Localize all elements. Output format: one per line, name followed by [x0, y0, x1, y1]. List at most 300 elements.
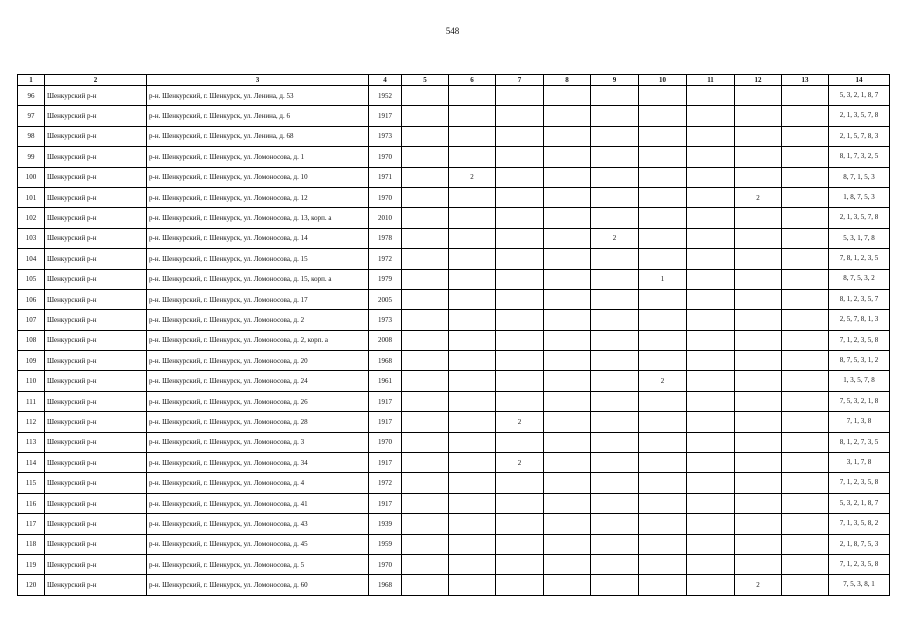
table-cell: [782, 228, 829, 248]
table-cell: [449, 208, 496, 228]
table-cell: р-н. Шенкурский, г. Шенкурск, ул. Ломоносова, д. 24: [147, 371, 369, 391]
table-cell: 1, 3, 5, 7, 8: [829, 371, 890, 391]
table-cell: [544, 371, 591, 391]
table-cell: [402, 371, 449, 391]
table-cell: [402, 86, 449, 106]
table-cell: [402, 310, 449, 330]
table-cell: [687, 310, 735, 330]
table-cell: р-н. Шенкурский, г. Шенкурск, ул. Ломоносова, д. 28: [147, 412, 369, 432]
table-cell: [591, 473, 639, 493]
table-cell: [782, 514, 829, 534]
table-cell: [496, 493, 544, 513]
table-cell: 7, 5, 3, 2, 1, 8: [829, 391, 890, 411]
table-cell: р-н. Шенкурский, г. Шенкурск, ул. Ленина, д. 68: [147, 126, 369, 146]
table-cell: р-н. Шенкурский, г. Шенкурск, ул. Ломоносова, д. 15, корп. а: [147, 269, 369, 289]
table-cell: [687, 351, 735, 371]
table-cell: Шенкурский р-н: [45, 534, 147, 554]
table-row: [18, 289, 890, 309]
table-cell: [496, 514, 544, 534]
table-cell: [687, 86, 735, 106]
table-cell: [449, 126, 496, 146]
table-cell: [782, 554, 829, 574]
table-cell: [687, 493, 735, 513]
table-row: [18, 126, 890, 146]
table-cell: 1939: [369, 514, 402, 534]
table-cell: [639, 106, 687, 126]
table-cell: [544, 126, 591, 146]
table-cell: Шенкурский р-н: [45, 86, 147, 106]
table-cell: р-н. Шенкурский, г. Шенкурск, ул. Ломоносова, д. 5: [147, 554, 369, 574]
table-cell: [402, 249, 449, 269]
table-cell: 1952: [369, 86, 402, 106]
table-cell: [591, 371, 639, 391]
table-cell: Шенкурский р-н: [45, 126, 147, 146]
table-row: [18, 147, 890, 167]
table-cell: 5, 3, 2, 1, 8, 7: [829, 86, 890, 106]
table-cell: р-н. Шенкурский, г. Шенкурск, ул. Ломоносова, д. 43: [147, 514, 369, 534]
table-cell: [735, 432, 782, 452]
table-cell: Шенкурский р-н: [45, 554, 147, 574]
table-cell: [544, 554, 591, 574]
table-cell: [496, 351, 544, 371]
table-cell: [402, 473, 449, 493]
table-cell: 1972: [369, 473, 402, 493]
table-cell: [591, 534, 639, 554]
table-cell: 100: [18, 167, 45, 187]
table-cell: 118: [18, 534, 45, 554]
table-cell: 101: [18, 187, 45, 207]
table-cell: [402, 106, 449, 126]
table-cell: [449, 432, 496, 452]
table-cell: [639, 575, 687, 595]
table-cell: Шенкурский р-н: [45, 106, 147, 126]
table-cell: [639, 473, 687, 493]
table-row: [18, 554, 890, 574]
table-cell: р-н. Шенкурский, г. Шенкурск, ул. Ломоносова, д. 45: [147, 534, 369, 554]
table-cell: 2: [496, 412, 544, 432]
table-cell: [735, 228, 782, 248]
table-cell: [735, 473, 782, 493]
table-cell: [449, 249, 496, 269]
table-cell: [591, 106, 639, 126]
table-cell: 1978: [369, 228, 402, 248]
table-row: [18, 310, 890, 330]
column-header: 13: [782, 75, 829, 86]
table-row: [18, 412, 890, 432]
table-cell: 5, 3, 2, 1, 8, 7: [829, 493, 890, 513]
table-cell: 7, 5, 3, 8, 1: [829, 575, 890, 595]
table-cell: [544, 473, 591, 493]
table-cell: [449, 453, 496, 473]
table-cell: [687, 208, 735, 228]
table-cell: 2: [591, 228, 639, 248]
table-cell: [449, 310, 496, 330]
table-cell: 119: [18, 554, 45, 574]
table-cell: [402, 432, 449, 452]
table-cell: [402, 330, 449, 350]
table-cell: 98: [18, 126, 45, 146]
table-cell: р-н. Шенкурский, г. Шенкурск, ул. Ломоносова, д. 2, корп. а: [147, 330, 369, 350]
table-cell: р-н. Шенкурский, г. Шенкурск, ул. Ломоносова, д. 20: [147, 351, 369, 371]
table-cell: [639, 514, 687, 534]
table-cell: [639, 310, 687, 330]
table-cell: [687, 228, 735, 248]
table-cell: [496, 147, 544, 167]
table-cell: [591, 126, 639, 146]
table-cell: [496, 473, 544, 493]
table-cell: [639, 289, 687, 309]
table-cell: р-н. Шенкурский, г. Шенкурск, ул. Ломоносова, д. 41: [147, 493, 369, 513]
table-cell: Шенкурский р-н: [45, 208, 147, 228]
table-cell: [687, 167, 735, 187]
table-cell: [591, 289, 639, 309]
table-cell: 1972: [369, 249, 402, 269]
table-cell: [782, 269, 829, 289]
column-header: 12: [735, 75, 782, 86]
table-cell: Шенкурский р-н: [45, 575, 147, 595]
table-cell: 112: [18, 412, 45, 432]
table-cell: р-н. Шенкурский, г. Шенкурск, ул. Ленина, д. 6: [147, 106, 369, 126]
table-cell: 8, 1, 2, 7, 3, 5: [829, 432, 890, 452]
table-cell: 1970: [369, 432, 402, 452]
table-cell: [639, 126, 687, 146]
table-cell: [449, 86, 496, 106]
table-cell: [496, 289, 544, 309]
table-cell: [449, 391, 496, 411]
table-cell: [402, 391, 449, 411]
table-cell: 2: [639, 371, 687, 391]
table-row: [18, 249, 890, 269]
table-cell: [639, 147, 687, 167]
table-cell: [687, 534, 735, 554]
table-cell: [591, 412, 639, 432]
table-cell: [687, 371, 735, 391]
table-cell: [544, 534, 591, 554]
table-row: [18, 391, 890, 411]
table-cell: [402, 208, 449, 228]
table-cell: [449, 228, 496, 248]
table-cell: [544, 575, 591, 595]
table-cell: [496, 330, 544, 350]
table-cell: [639, 330, 687, 350]
table-cell: [639, 249, 687, 269]
table-cell: 2, 1, 3, 5, 7, 8: [829, 106, 890, 126]
table-cell: 2: [496, 453, 544, 473]
table-cell: [496, 371, 544, 391]
table-cell: [591, 575, 639, 595]
column-header: 6: [449, 75, 496, 86]
column-header: 1: [18, 75, 45, 86]
table-cell: 2: [735, 575, 782, 595]
table-cell: [735, 126, 782, 146]
table-cell: [496, 208, 544, 228]
table-cell: [496, 126, 544, 146]
table-row: [18, 228, 890, 248]
table-cell: Шенкурский р-н: [45, 473, 147, 493]
table-cell: [449, 187, 496, 207]
table-cell: [402, 269, 449, 289]
table-cell: [782, 249, 829, 269]
table-cell: [735, 412, 782, 432]
table-cell: [496, 310, 544, 330]
table-cell: [591, 249, 639, 269]
table-cell: [782, 391, 829, 411]
table-cell: [449, 269, 496, 289]
table-cell: [544, 208, 591, 228]
table-cell: [687, 289, 735, 309]
table-cell: [591, 432, 639, 452]
table-cell: 117: [18, 514, 45, 534]
table-cell: [544, 432, 591, 452]
table-cell: [544, 187, 591, 207]
table-cell: [449, 412, 496, 432]
table-cell: [782, 432, 829, 452]
table-cell: [782, 351, 829, 371]
table-row: [18, 86, 890, 106]
table-cell: 1970: [369, 187, 402, 207]
table-cell: [402, 534, 449, 554]
page-number: 548: [445, 26, 460, 36]
table-cell: Шенкурский р-н: [45, 371, 147, 391]
table-cell: 1979: [369, 269, 402, 289]
table-cell: 96: [18, 86, 45, 106]
table-cell: [402, 351, 449, 371]
table-cell: [402, 228, 449, 248]
column-header: 11: [687, 75, 735, 86]
table-cell: [496, 249, 544, 269]
table-cell: [496, 432, 544, 452]
table-cell: [687, 147, 735, 167]
table-cell: [496, 106, 544, 126]
table-cell: [402, 167, 449, 187]
table-cell: [782, 330, 829, 350]
table-cell: [687, 106, 735, 126]
table-cell: [544, 391, 591, 411]
table-cell: [782, 106, 829, 126]
table-cell: [591, 493, 639, 513]
table-cell: Шенкурский р-н: [45, 453, 147, 473]
table-cell: [544, 86, 591, 106]
table-cell: 2, 1, 8, 7, 5, 3: [829, 534, 890, 554]
table-cell: 7, 1, 2, 3, 5, 8: [829, 473, 890, 493]
table-cell: 1917: [369, 391, 402, 411]
table-cell: 2: [735, 187, 782, 207]
table-cell: [735, 106, 782, 126]
table-cell: [591, 310, 639, 330]
table-cell: Шенкурский р-н: [45, 432, 147, 452]
table-cell: 1973: [369, 126, 402, 146]
table-cell: 1, 8, 7, 5, 3: [829, 187, 890, 207]
table-cell: [782, 493, 829, 513]
table-cell: 111: [18, 391, 45, 411]
table-cell: [591, 147, 639, 167]
table-cell: р-н. Шенкурский, г. Шенкурск, ул. Ломоносова, д. 13, корп. а: [147, 208, 369, 228]
table-cell: [639, 391, 687, 411]
table-cell: [639, 453, 687, 473]
table-cell: [544, 412, 591, 432]
table-cell: [591, 554, 639, 574]
table-cell: р-н. Шенкурский, г. Шенкурск, ул. Ломоносова, д. 10: [147, 167, 369, 187]
table-cell: [782, 534, 829, 554]
table-cell: Шенкурский р-н: [45, 493, 147, 513]
table-cell: [735, 330, 782, 350]
table-cell: 3, 1, 7, 8: [829, 453, 890, 473]
table-cell: [639, 228, 687, 248]
table-cell: [544, 493, 591, 513]
table-cell: 107: [18, 310, 45, 330]
table-cell: [735, 534, 782, 554]
table-cell: [544, 167, 591, 187]
table-cell: [782, 371, 829, 391]
table-cell: р-н. Шенкурский, г. Шенкурск, ул. Ломоносова, д. 4: [147, 473, 369, 493]
table-cell: [735, 289, 782, 309]
table-row: [18, 167, 890, 187]
table-cell: [591, 208, 639, 228]
table-cell: [496, 167, 544, 187]
table-cell: [449, 371, 496, 391]
table-cell: 1968: [369, 575, 402, 595]
table-cell: [402, 289, 449, 309]
column-header: 9: [591, 75, 639, 86]
table-row: [18, 351, 890, 371]
table-cell: р-н. Шенкурский, г. Шенкурск, ул. Ломоносова, д. 14: [147, 228, 369, 248]
table-row: [18, 534, 890, 554]
column-header: 3: [147, 75, 369, 86]
table-cell: 1970: [369, 554, 402, 574]
table-cell: Шенкурский р-н: [45, 351, 147, 371]
table-cell: [591, 187, 639, 207]
data-table: [17, 74, 890, 596]
table-cell: Шенкурский р-н: [45, 228, 147, 248]
column-header: 10: [639, 75, 687, 86]
table-cell: 1917: [369, 493, 402, 513]
table-cell: [687, 187, 735, 207]
table-cell: [735, 453, 782, 473]
table-cell: 1973: [369, 310, 402, 330]
table-cell: [782, 453, 829, 473]
table-cell: [449, 575, 496, 595]
table-cell: [496, 269, 544, 289]
table-cell: 99: [18, 147, 45, 167]
table-cell: [639, 554, 687, 574]
table-cell: Шенкурский р-н: [45, 187, 147, 207]
table-cell: [496, 575, 544, 595]
table-cell: р-н. Шенкурский, г. Шенкурск, ул. Ломоносова, д. 2: [147, 310, 369, 330]
table-cell: [735, 249, 782, 269]
table-cell: 2005: [369, 289, 402, 309]
table-cell: р-н. Шенкурский, г. Шенкурск, ул. Ломоносова, д. 1: [147, 147, 369, 167]
table-cell: [735, 493, 782, 513]
table-cell: 97: [18, 106, 45, 126]
table-cell: [449, 351, 496, 371]
table-row: [18, 106, 890, 126]
table-cell: р-н. Шенкурский, г. Шенкурск, ул. Ленина, д. 53: [147, 86, 369, 106]
table-cell: 2010: [369, 208, 402, 228]
table-cell: [496, 534, 544, 554]
table-cell: [735, 351, 782, 371]
table-cell: [544, 330, 591, 350]
table-cell: [782, 86, 829, 106]
table-cell: Шенкурский р-н: [45, 249, 147, 269]
table-cell: [544, 106, 591, 126]
column-header: 8: [544, 75, 591, 86]
table-cell: 2, 1, 5, 7, 8, 3: [829, 126, 890, 146]
table-cell: 7, 8, 1, 2, 3, 5: [829, 249, 890, 269]
table-body: [18, 86, 890, 596]
table-cell: [735, 86, 782, 106]
table-cell: [735, 514, 782, 534]
table-cell: [687, 126, 735, 146]
table-cell: [687, 249, 735, 269]
table-cell: р-н. Шенкурский, г. Шенкурск, ул. Ломоносова, д. 12: [147, 187, 369, 207]
table-cell: [449, 147, 496, 167]
table-cell: [449, 106, 496, 126]
table-cell: 7, 1, 2, 3, 5, 8: [829, 554, 890, 574]
table-cell: 1917: [369, 412, 402, 432]
table-cell: [544, 453, 591, 473]
table-cell: [402, 412, 449, 432]
table-cell: [544, 289, 591, 309]
column-header: 5: [402, 75, 449, 86]
table-cell: [687, 514, 735, 534]
table-cell: [782, 208, 829, 228]
table-cell: 1961: [369, 371, 402, 391]
table-cell: [782, 412, 829, 432]
table-cell: 2: [449, 167, 496, 187]
table-cell: [687, 391, 735, 411]
table-cell: [639, 187, 687, 207]
table-cell: [544, 249, 591, 269]
table-cell: [591, 269, 639, 289]
table-cell: Шенкурский р-н: [45, 147, 147, 167]
table-cell: [544, 514, 591, 534]
table-cell: [735, 269, 782, 289]
table-cell: [402, 453, 449, 473]
table-cell: 1968: [369, 351, 402, 371]
table-cell: [639, 493, 687, 513]
table-cell: 108: [18, 330, 45, 350]
table-cell: [687, 412, 735, 432]
column-header: 2: [45, 75, 147, 86]
table-cell: 1970: [369, 147, 402, 167]
table-cell: Шенкурский р-н: [45, 289, 147, 309]
table-cell: 2, 1, 3, 5, 7, 8: [829, 208, 890, 228]
table-cell: [449, 534, 496, 554]
table-cell: [591, 514, 639, 534]
table-cell: [591, 391, 639, 411]
table-cell: Шенкурский р-н: [45, 167, 147, 187]
table-cell: 1917: [369, 106, 402, 126]
table-cell: 1959: [369, 534, 402, 554]
table-cell: [402, 147, 449, 167]
table-cell: [402, 514, 449, 534]
table-cell: [591, 351, 639, 371]
table-cell: [639, 432, 687, 452]
table-cell: [639, 534, 687, 554]
table-cell: [639, 86, 687, 106]
table-cell: [544, 228, 591, 248]
table-row: [18, 453, 890, 473]
table-cell: [782, 289, 829, 309]
table-cell: [544, 310, 591, 330]
table-cell: [782, 167, 829, 187]
table-row: [18, 187, 890, 207]
table-cell: [591, 453, 639, 473]
table-row: [18, 208, 890, 228]
table-cell: 5, 3, 1, 7, 8: [829, 228, 890, 248]
table-cell: [449, 330, 496, 350]
table-cell: Шенкурский р-н: [45, 391, 147, 411]
